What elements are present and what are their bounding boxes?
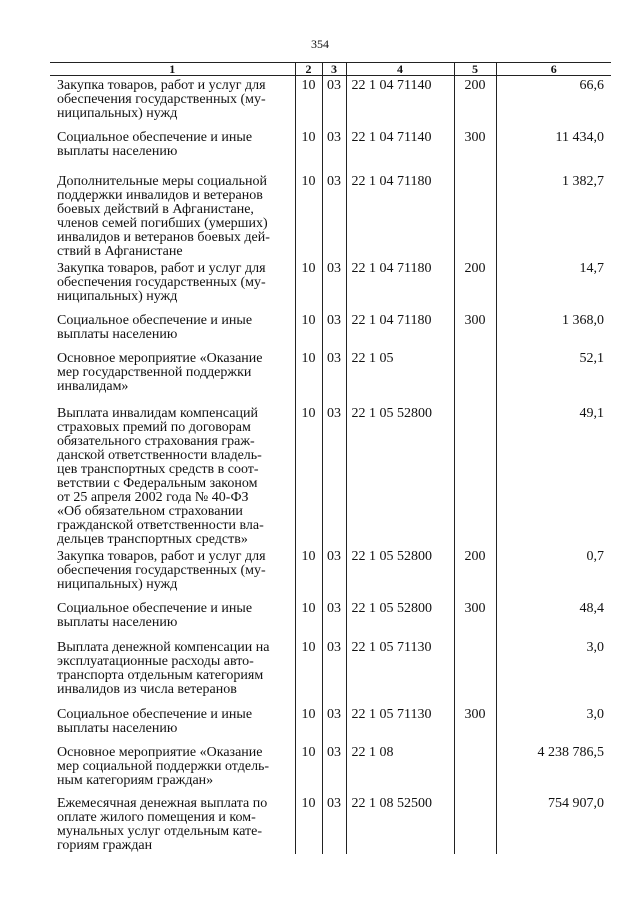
target-article-code: 22 1 05 52800 [346, 599, 454, 638]
description-line: дельцев транспортных средств» [57, 531, 248, 547]
row-description [50, 638, 295, 705]
header-row [50, 63, 611, 76]
description-line: эксплуатационные расходы авто- [57, 653, 254, 669]
budget-table [50, 62, 611, 854]
description-line: обеспечения государственных (му- [57, 92, 266, 107]
table-row [50, 404, 611, 547]
description-line: Закупка товаров, работ и услуг для [57, 260, 266, 276]
amount: 66,6 [496, 76, 611, 128]
row-description [50, 705, 295, 743]
expense-type-code: 200 [454, 547, 496, 599]
description-line: выплаты населению [57, 143, 178, 159]
target-article-code: 22 1 04 71140 [346, 76, 454, 128]
description-line: «Об обязательном страховании [57, 503, 243, 519]
description-line: цев транспортных средств в соот- [57, 461, 259, 477]
description-line: транспорта отдельным категориям [57, 667, 264, 683]
subsection-code: 03 [322, 794, 346, 854]
amount: 14,7 [496, 259, 611, 311]
description-line: Выплата денежной компенсации на [57, 639, 270, 655]
table-row [50, 259, 611, 311]
description-line: Выплата инвалидам компенсаций [57, 405, 258, 421]
column-header-1: 1 [50, 63, 295, 76]
description-line: выплаты населению [57, 614, 178, 630]
target-article-code: 22 1 05 52800 [346, 547, 454, 599]
description-line: мунальных услуг отдельным кате- [57, 823, 263, 839]
table-row [50, 311, 611, 349]
amount: 754 907,0 [496, 794, 611, 854]
section-code: 10 [295, 172, 322, 259]
subsection-code: 03 [322, 128, 346, 172]
description-line: ниципальных) нужд [57, 106, 178, 121]
subsection-code: 03 [322, 705, 346, 743]
section-code: 10 [295, 705, 322, 743]
amount: 11 434,0 [496, 128, 611, 172]
expense-type-code [454, 743, 496, 794]
row-description [50, 349, 295, 404]
description-line: выплаты населению [57, 326, 178, 342]
table-row [50, 794, 611, 854]
subsection-code: 03 [322, 547, 346, 599]
description-line: гориям граждан [57, 837, 153, 853]
amount: 48,4 [496, 599, 611, 638]
description-line: страховых премий по договорам [57, 419, 251, 435]
subsection-code: 03 [322, 259, 346, 311]
expense-type-code: 300 [454, 599, 496, 638]
column-header-6: 6 [496, 63, 611, 76]
table-row [50, 349, 611, 404]
expense-type-code: 300 [454, 705, 496, 743]
description-line: Социальное обеспечение и иные [57, 600, 253, 616]
amount: 1 382,7 [496, 172, 611, 259]
target-article-code: 22 1 08 52500 [346, 794, 454, 854]
row-description [50, 547, 295, 599]
column-header-2: 2 [295, 63, 322, 76]
target-article-code: 22 1 04 71140 [346, 128, 454, 172]
target-article-code: 22 1 05 52800 [346, 404, 454, 547]
description-line: инвалидов из числа ветеранов [57, 681, 237, 697]
table-row [50, 128, 611, 172]
amount: 52,1 [496, 349, 611, 404]
table-row [50, 547, 611, 599]
description-line: гражданской ответственности вла- [57, 517, 264, 533]
target-article-code: 22 1 05 [346, 349, 454, 404]
table-row [50, 172, 611, 259]
description-line: ным категориям граждан» [57, 772, 214, 788]
description-line: выплаты населению [57, 720, 178, 736]
description-line: обеспечения государственных (му- [57, 274, 266, 290]
subsection-code: 03 [322, 404, 346, 547]
target-article-code: 22 1 04 71180 [346, 172, 454, 259]
description-line: Основное мероприятие «Оказание [57, 744, 263, 760]
expense-type-code: 300 [454, 311, 496, 349]
table-body [50, 76, 611, 854]
table-row [50, 76, 611, 128]
description-line: ниципальных) нужд [57, 576, 178, 592]
row-description [50, 599, 295, 638]
description-line: членов семей погибших (умерших) [57, 215, 268, 231]
expense-type-code: 200 [454, 259, 496, 311]
target-article-code: 22 1 05 71130 [346, 705, 454, 743]
row-description [50, 404, 295, 547]
subsection-code: 03 [322, 76, 346, 128]
row-description [50, 794, 295, 854]
section-code: 10 [295, 76, 322, 128]
expense-type-code [454, 172, 496, 259]
column-header-4: 4 [346, 63, 454, 76]
subsection-code: 03 [322, 349, 346, 404]
description-line: обязательного страхования граж- [57, 433, 255, 449]
description-line: обеспечения государственных (му- [57, 562, 266, 578]
section-code: 10 [295, 743, 322, 794]
page-number: 354 [311, 37, 329, 51]
target-article-code: 22 1 04 71180 [346, 259, 454, 311]
description-line: Основное мероприятие «Оказание [57, 350, 263, 366]
description-line: Социальное обеспечение и иные [57, 312, 253, 328]
expense-type-code [454, 349, 496, 404]
section-code: 10 [295, 259, 322, 311]
amount: 3,0 [496, 638, 611, 705]
row-description [50, 259, 295, 311]
expense-type-code: 200 [454, 76, 496, 128]
description-line: Ежемесячная денежная выплата по [57, 795, 268, 811]
subsection-code: 03 [322, 638, 346, 705]
description-line: Социальное обеспечение и иные [57, 129, 253, 145]
section-code: 10 [295, 547, 322, 599]
expense-type-code: 300 [454, 128, 496, 172]
amount: 0,7 [496, 547, 611, 599]
section-code: 10 [295, 794, 322, 854]
table-row [50, 743, 611, 794]
row-description [50, 172, 295, 259]
description-line: мер социальной поддержки отдель- [57, 758, 270, 774]
column-header-5: 5 [454, 63, 496, 76]
description-line: инвалидам» [57, 378, 129, 394]
amount: 49,1 [496, 404, 611, 547]
table-row [50, 599, 611, 638]
description-line: поддержки инвалидов и ветеранов [57, 187, 263, 203]
description-line: Закупка товаров, работ и услуг для [57, 78, 266, 93]
expense-type-code [454, 794, 496, 854]
section-code: 10 [295, 638, 322, 705]
row-description [50, 128, 295, 172]
target-article-code: 22 1 04 71180 [346, 311, 454, 349]
description-line: ниципальных) нужд [57, 288, 178, 304]
description-line: мер государственной поддержки [57, 364, 252, 380]
amount: 4 238 786,5 [496, 743, 611, 794]
description-line: Социальное обеспечение и иные [57, 706, 253, 722]
description-line: ствий в Афганистане [57, 243, 183, 259]
row-description [50, 311, 295, 349]
expense-type-code [454, 638, 496, 705]
description-line: инвалидов и ветеранов боевых дей- [57, 229, 270, 245]
section-code: 10 [295, 349, 322, 404]
target-article-code: 22 1 08 [346, 743, 454, 794]
description-line: от 25 апреля 2002 года № 40-ФЗ [57, 489, 249, 505]
subsection-code: 03 [322, 599, 346, 638]
subsection-code: 03 [322, 172, 346, 259]
description-line: данской ответственности владель- [57, 447, 262, 463]
column-header-3: 3 [322, 63, 346, 76]
amount: 1 368,0 [496, 311, 611, 349]
description-line: Закупка товаров, работ и услуг для [57, 548, 266, 564]
section-code: 10 [295, 404, 322, 547]
target-article-code: 22 1 05 71130 [346, 638, 454, 705]
section-code: 10 [295, 599, 322, 638]
expense-type-code [454, 404, 496, 547]
section-code: 10 [295, 311, 322, 349]
table-row [50, 705, 611, 743]
row-description [50, 743, 295, 794]
table-row [50, 638, 611, 705]
amount: 3,0 [496, 705, 611, 743]
description-line: Дополнительные меры социальной [57, 173, 268, 189]
row-description [50, 76, 295, 128]
subsection-code: 03 [322, 743, 346, 794]
description-line: ветствии с Федеральным законом [57, 475, 258, 491]
section-code: 10 [295, 128, 322, 172]
subsection-code: 03 [322, 311, 346, 349]
description-line: боевых действий в Афганистане, [57, 201, 254, 217]
description-line: оплате жилого помещения и ком- [57, 809, 256, 825]
